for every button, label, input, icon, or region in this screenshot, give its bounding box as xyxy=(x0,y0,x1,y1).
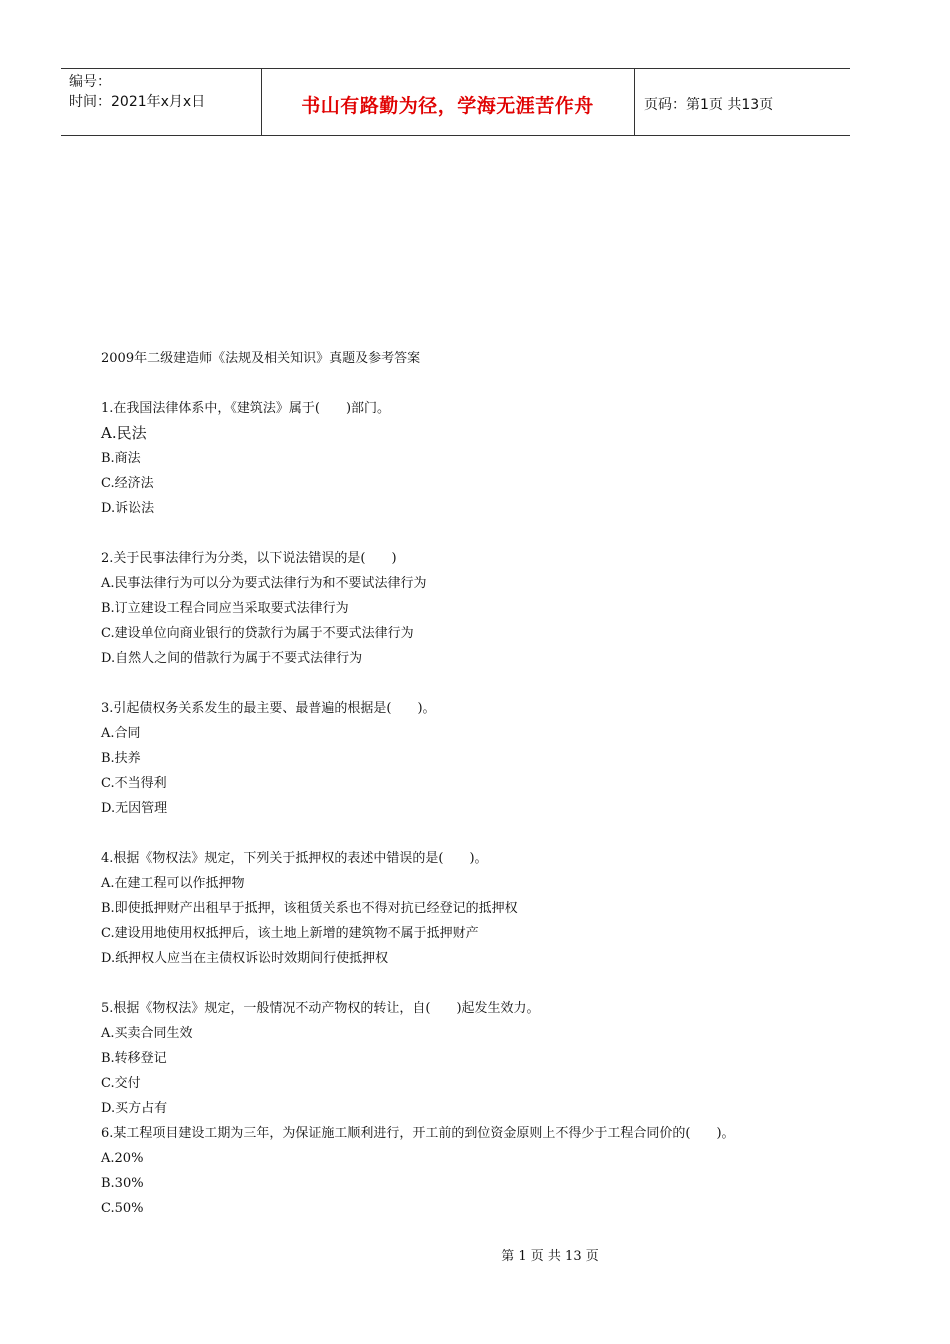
question-option: C.交付 xyxy=(101,1076,141,1091)
question-option: B.扶养 xyxy=(101,751,141,766)
question-option: A.合同 xyxy=(101,726,141,741)
document-time-label: 时间：2021年x月x日 xyxy=(69,94,206,110)
question-text: 2.关于民事法律行为分类，以下说法错误的是( ) xyxy=(101,551,397,566)
question-option: A.20% xyxy=(101,1151,144,1166)
question-text: 4.根据《物权法》规定，下列关于抵押权的表述中错误的是( )。 xyxy=(101,851,488,866)
page-footer: 第 1 页 共 13 页 xyxy=(501,1249,599,1264)
header-motto: 书山有路勤为径，学海无涯苦作舟 xyxy=(301,95,594,117)
question-option: C.建设用地使用权抵押后，该土地上新增的建筑物不属于抵押财产 xyxy=(101,926,479,941)
question-option: C.50% xyxy=(101,1201,144,1216)
question-option: D.买方占有 xyxy=(101,1101,168,1116)
question-option: C.不当得利 xyxy=(101,776,167,791)
question-option: B.商法 xyxy=(101,451,141,466)
document-title: 2009年二级建造师《法规及相关知识》真题及参考答案 xyxy=(101,351,421,366)
header-meta xyxy=(69,72,205,112)
question-option: D.无因管理 xyxy=(101,801,168,816)
question-3 xyxy=(101,696,841,821)
question-option: D.纸押权人应当在主债权诉讼时效期间行使抵押权 xyxy=(101,951,389,966)
question-text: 1.在我国法律体系中，《建筑法》属于( )部门。 xyxy=(101,401,391,416)
question-option: A.买卖合同生效 xyxy=(101,1026,193,1041)
header-page-label: 页码：第1页 共13页 xyxy=(644,97,774,113)
question-option: C.建设单位向商业银行的贷款行为属于不要式法律行为 xyxy=(101,626,414,641)
question-option: B.即使抵押财产出租早于抵押，该租赁关系也不得对抗已经登记的抵押权 xyxy=(101,901,518,916)
question-4 xyxy=(101,846,841,971)
question-option: B.订立建设工程合同应当采取要式法律行为 xyxy=(101,601,349,616)
page-header xyxy=(61,68,850,136)
question-5 xyxy=(101,996,841,1121)
question-option: B.转移登记 xyxy=(101,1051,167,1066)
document-body xyxy=(101,346,841,1221)
document-number-label: 编号： xyxy=(69,74,111,90)
question-2 xyxy=(101,546,841,671)
question-option: A.在建工程可以作抵押物 xyxy=(101,876,245,891)
question-option: A.民事法律行为可以分为要式法律行为和不要试法律行为 xyxy=(101,576,427,591)
question-option: D.自然人之间的借款行为属于不要式法律行为 xyxy=(101,651,363,666)
question-text: 3.引起债权务关系发生的最主要、最普遍的根据是( )。 xyxy=(101,701,436,716)
question-option: B.30% xyxy=(101,1176,144,1191)
question-option: C.经济法 xyxy=(101,476,154,491)
question-text: 6.某工程项目建设工期为三年，为保证施工顺利进行，开工前的到位资金原则上不得少于工程合同价的( )。 xyxy=(101,1126,735,1141)
question-option: A.民法 xyxy=(101,424,147,442)
question-6 xyxy=(101,1121,841,1221)
question-text: 5.根据《物权法》规定，一般情况不动产物权的转让，自( )起发生效力。 xyxy=(101,1001,540,1016)
header-divider-right xyxy=(634,69,635,135)
question-1 xyxy=(101,396,841,521)
question-option: D.诉讼法 xyxy=(101,501,155,516)
